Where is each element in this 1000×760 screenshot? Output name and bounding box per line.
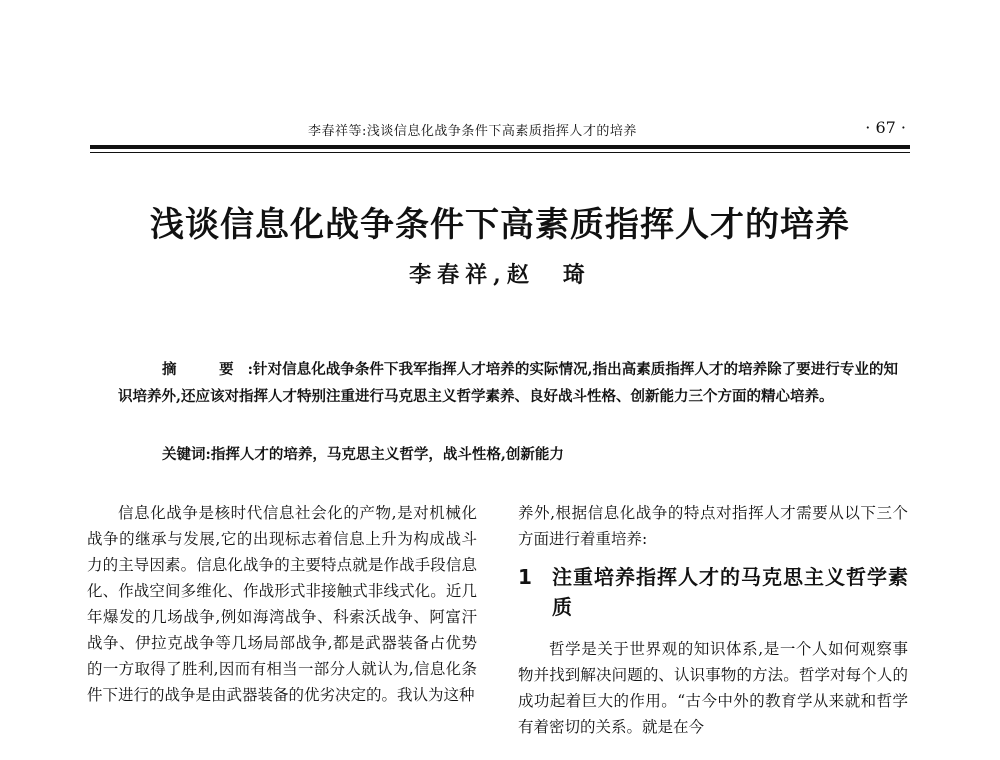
- authors: 李春祥,赵 琦: [409, 262, 591, 288]
- abstract-label: 摘 要: [162, 361, 248, 378]
- header-rule-thin: [90, 152, 910, 153]
- section-heading: [518, 562, 908, 622]
- section-title: 注重培养指挥人才的马克思主义哲学素质: [552, 565, 908, 619]
- body-column-right: [518, 500, 908, 740]
- body-paragraph-continued: 养外,根据信息化战争的特点对指挥人才需要从以下三个方面进行着重培养:: [518, 504, 908, 548]
- keywords: [162, 443, 564, 464]
- abstract-text: :针对信息化战争条件下我军指挥人才培养的实际情况,指出高素质指挥人才的培养除了要进行专业的知识培养外,还应该对指挥人才特别注重进行马克思主义哲学素养、良好战斗性格、创新能力三个方面的精心培养。: [118, 361, 899, 405]
- page-number: · 67 ·: [865, 118, 906, 137]
- body-column-left: [87, 500, 477, 708]
- section-number: 1: [518, 565, 532, 589]
- keywords-text: :指挥人才的培养，马克思主义哲学，战斗性格,创新能力: [205, 446, 564, 463]
- keywords-label: 关键词: [162, 446, 206, 463]
- section-paragraph: 哲学是关于世界观的知识体系,是一个人如何观察事物并找到解决问题的、认识事物的方法。哲学对每个人的成功起着巨大的作用。“古今中外的教育学从来就和哲学有着密切的关系。就是在今: [518, 640, 908, 736]
- body-paragraph: 信息化战争是核时代信息社会化的产物,是对机械化战争的继承与发展,它的出现标志着信息上升为构成战斗力的主导因素。信息化战争的主要特点就是作战手段信息化、作战空间多维化、作战形式非接触式非线式化。近几年爆发的几场战争,例如海湾战争、科索沃战争、阿富汗战争、伊拉克战争等几场局部战争,都是武器装备占优势的一方取得了胜利,因而有相当一部分人就认为,信息化条件下进行的战争是由武器装备的优劣决定的。我认为这种: [87, 504, 477, 704]
- paper-title: 浅谈信息化战争条件下高素质指挥人才的培养: [150, 205, 850, 245]
- running-head: [90, 116, 910, 142]
- running-head-text: 李春祥等:浅谈信息化战争条件下高素质指挥人才的培养: [308, 124, 637, 139]
- abstract: [118, 356, 898, 410]
- header-rule-thick: [90, 145, 910, 149]
